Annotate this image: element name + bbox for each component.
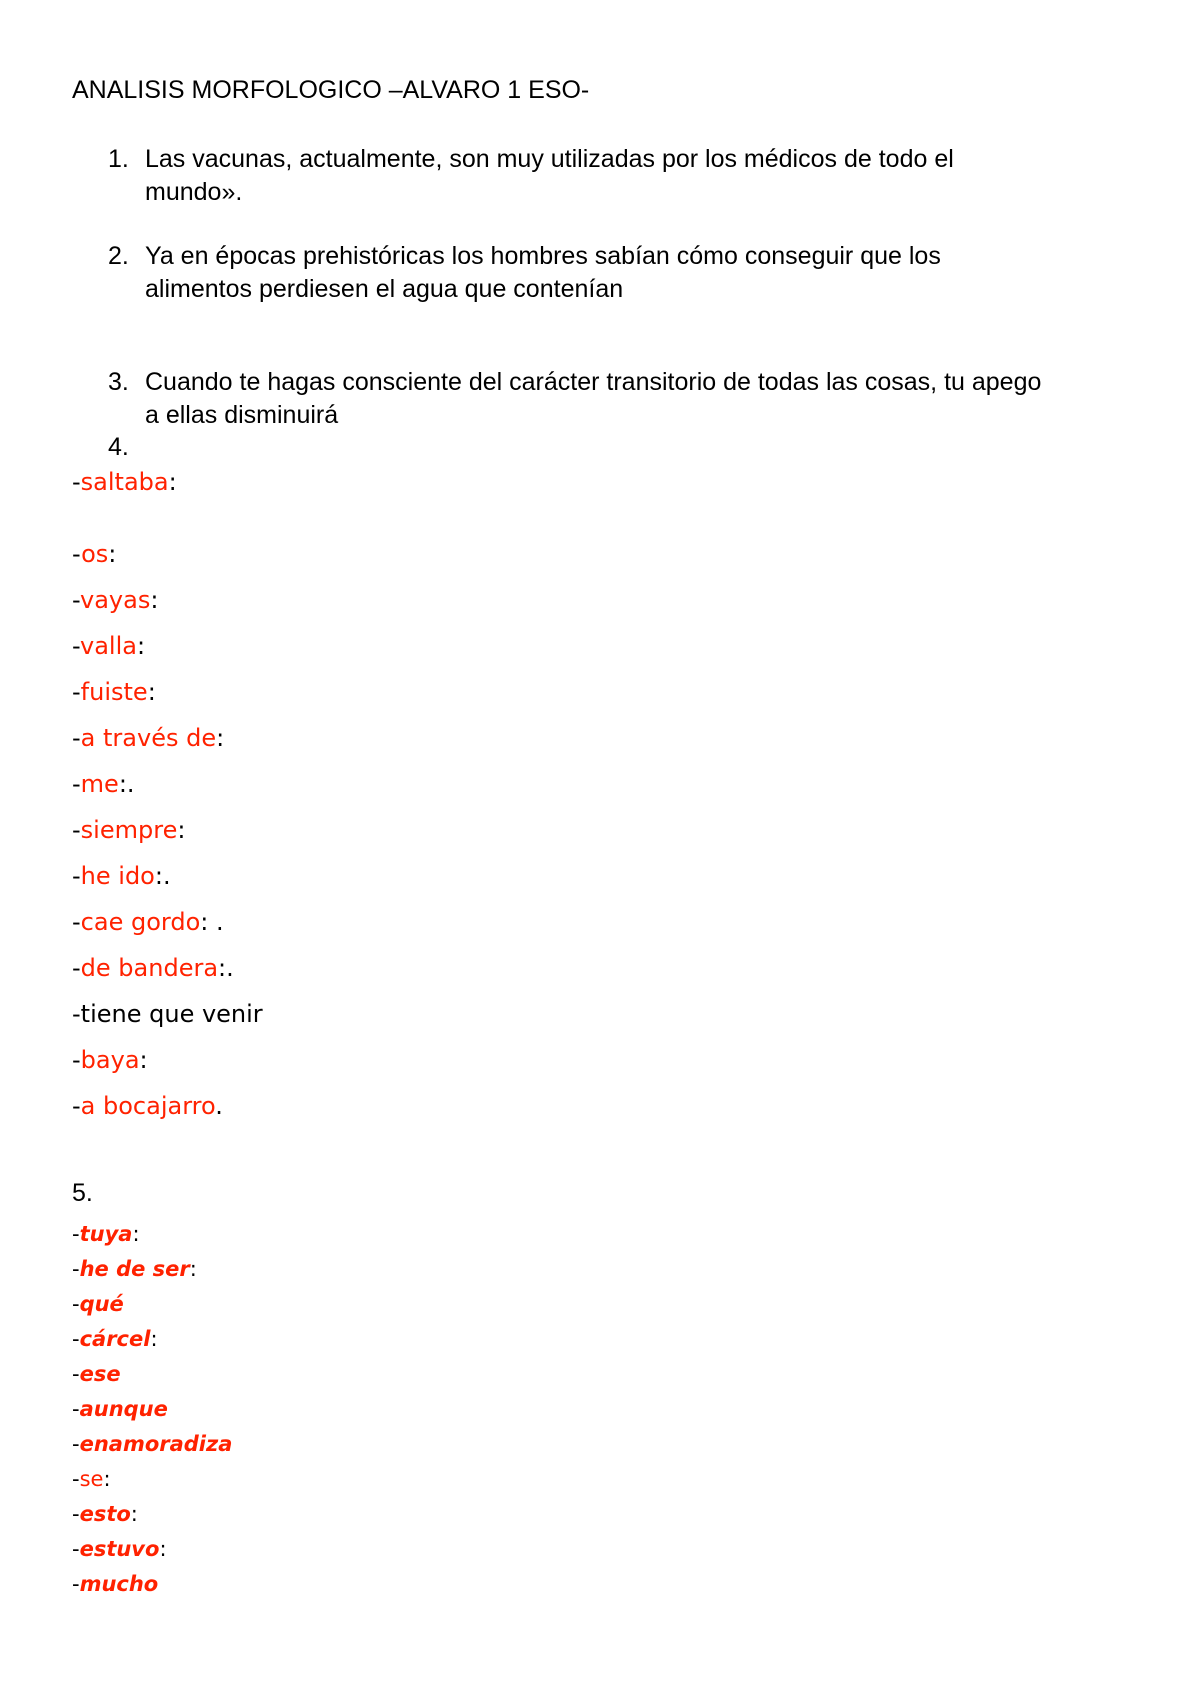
term-suffix: . <box>215 1092 223 1120</box>
term-suffix: : <box>150 586 159 614</box>
list-item <box>72 468 177 496</box>
term: saltaba <box>80 468 169 496</box>
term-suffix: : <box>139 1046 148 1074</box>
term: fuiste <box>80 678 148 706</box>
dash: - <box>72 1362 80 1386</box>
list-item <box>72 816 185 844</box>
list-item <box>72 908 224 936</box>
list-item <box>72 724 224 752</box>
dash: - <box>72 1537 80 1561</box>
term: valla <box>80 632 137 660</box>
question-text-line1: Ya en épocas prehistóricas los hombres sabían cómo conseguir que los <box>145 242 941 270</box>
list-item <box>72 632 145 660</box>
dash: - <box>72 1467 80 1491</box>
dash: - <box>72 586 81 614</box>
term: vayas <box>80 586 151 614</box>
term: he de ser <box>79 1257 190 1281</box>
dash: - <box>72 908 81 936</box>
list-item <box>72 1432 232 1456</box>
dash: - <box>72 468 81 496</box>
term: tiene que venir <box>80 1000 263 1028</box>
dash: - <box>72 540 82 568</box>
dash: - <box>72 1502 80 1526</box>
list-item <box>72 1397 168 1421</box>
section-4-number: 4. <box>108 433 129 461</box>
dash: - <box>72 1000 81 1028</box>
term-suffix: : <box>103 1467 111 1491</box>
term: baya <box>80 1046 140 1074</box>
list-item <box>72 1327 158 1351</box>
question-text-line2: a ellas disminuirá <box>145 401 339 429</box>
list-item <box>72 1222 140 1246</box>
list-item <box>72 1000 263 1028</box>
term-suffix: : <box>132 1222 140 1246</box>
dash: - <box>72 954 81 982</box>
term: se <box>79 1467 104 1491</box>
term-suffix: :. <box>154 862 171 890</box>
term-suffix: :. <box>118 770 135 798</box>
list-item <box>72 1092 223 1120</box>
dash: - <box>72 1092 81 1120</box>
term: siempre <box>80 816 178 844</box>
term-suffix: : <box>177 816 186 844</box>
dash: - <box>72 1046 81 1074</box>
section-5-number: 5. <box>72 1179 93 1207</box>
question-text-line2: mundo». <box>145 178 243 206</box>
list-item <box>72 1502 138 1526</box>
list-item <box>72 1572 158 1596</box>
list-item <box>72 862 171 890</box>
question-number: 3. <box>108 368 129 396</box>
page-title: ANALISIS MORFOLOGICO –ALVARO 1 ESO- <box>72 76 590 104</box>
term: tuya <box>79 1222 133 1246</box>
term: de bandera <box>80 954 219 982</box>
term: aunque <box>79 1397 168 1421</box>
term: qué <box>79 1292 124 1316</box>
dash: - <box>72 1292 80 1316</box>
list-item <box>72 678 156 706</box>
list-item <box>72 540 116 568</box>
term: a través de <box>80 724 217 752</box>
term-suffix: : <box>168 468 177 496</box>
dash: - <box>72 1397 80 1421</box>
dash: - <box>72 1257 80 1281</box>
question-number: 2. <box>108 242 129 270</box>
list-item <box>72 1292 124 1316</box>
dash: - <box>72 1222 80 1246</box>
dash: - <box>72 1432 80 1456</box>
question-text-line1: Las vacunas, actualmente, son muy utilizadas por los médicos de todo el <box>145 145 954 173</box>
list-item <box>72 586 158 614</box>
term-suffix: : <box>147 678 156 706</box>
list-item <box>72 1537 167 1561</box>
term: estuvo <box>79 1537 160 1561</box>
dash: - <box>72 770 81 798</box>
list-item <box>72 1257 197 1281</box>
term-suffix: : <box>130 1502 138 1526</box>
term: he ido <box>80 862 155 890</box>
term: me <box>80 770 119 798</box>
term: esto <box>79 1502 131 1526</box>
term: cárcel <box>79 1327 151 1351</box>
term-suffix: : <box>216 724 225 752</box>
list-item <box>72 1467 111 1491</box>
term-suffix: : <box>150 1327 158 1351</box>
dash: - <box>72 724 81 752</box>
dash: - <box>72 1572 80 1596</box>
term: a bocajarro <box>80 1092 216 1120</box>
term-suffix: : <box>108 540 117 568</box>
list-item <box>72 1362 121 1386</box>
term-suffix: :. <box>218 954 234 982</box>
term-suffix: : . <box>200 908 224 936</box>
term-suffix: : <box>159 1537 167 1561</box>
list-item <box>72 954 234 982</box>
term-suffix: : <box>189 1257 197 1281</box>
dash: - <box>72 816 81 844</box>
dash: - <box>72 632 81 660</box>
question-text-line1: Cuando te hagas consciente del carácter transitorio de todas las cosas, tu apego <box>145 368 1042 396</box>
term: mucho <box>79 1572 159 1596</box>
question-text-line2: alimentos perdiesen el agua que contenían <box>145 275 624 303</box>
term: cae gordo <box>80 908 201 936</box>
list-item <box>72 1046 148 1074</box>
term-suffix: : <box>136 632 146 660</box>
term: ese <box>79 1362 121 1386</box>
list-item <box>72 770 135 798</box>
question-number: 1. <box>108 145 129 173</box>
dash: - <box>72 862 81 890</box>
dash: - <box>72 678 81 706</box>
dash: - <box>72 1327 80 1351</box>
term: os <box>81 540 109 568</box>
term: enamoradiza <box>79 1432 233 1456</box>
